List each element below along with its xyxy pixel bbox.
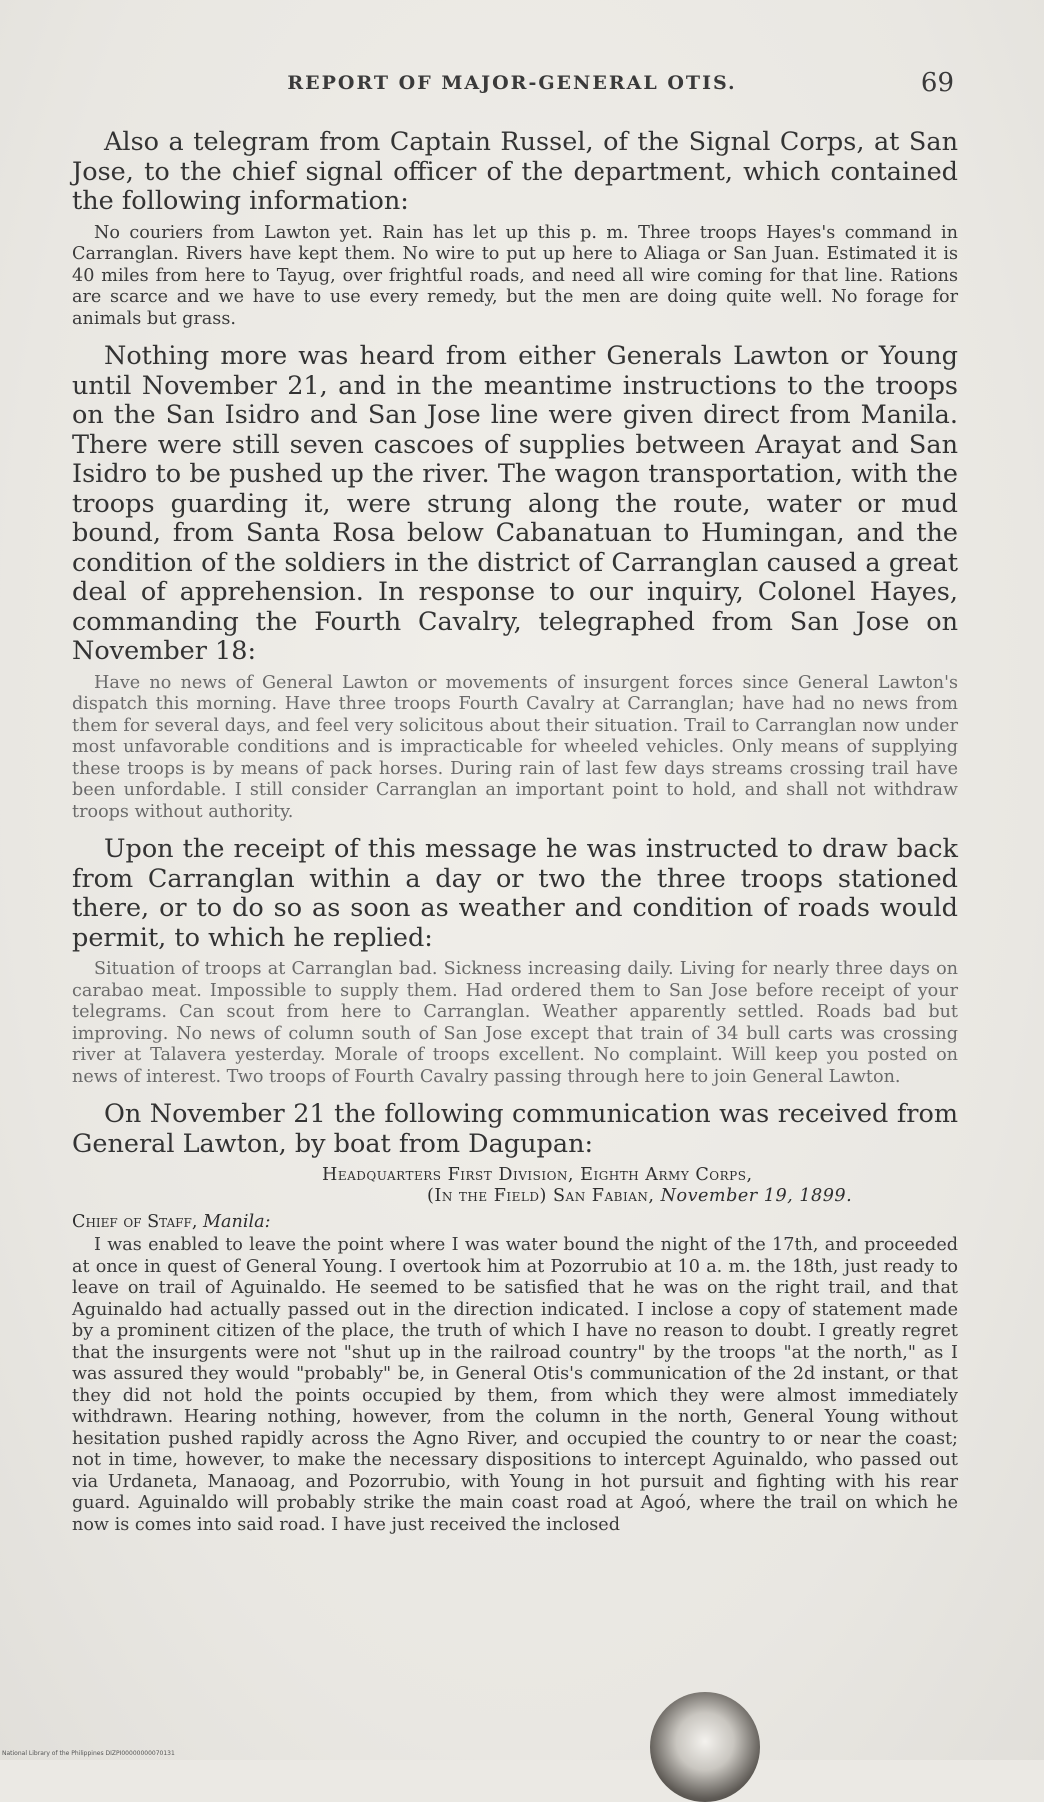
page-header: [70, 68, 954, 106]
page-number: 69: [920, 68, 954, 98]
letter-heading: [322, 1165, 958, 1207]
paragraph-receipt-of-message: Upon the receipt of this message he was instructed to draw back from Carranglan within a day or two the three troops stationed there, or to do so as soon as weather and condition of roads would permit, to which he replied:: [72, 834, 958, 953]
letter-date: November 19, 1899.: [660, 1186, 853, 1206]
paragraph-nothing-more-heard: Nothing more was heard from either Generals Lawton or Young until November 21, and in the meantime instructions to the troops on the San Isidro and San Jose line were given direct from Manila. There were still seven cascoes of supplies between Arayat and San Isidro to be pushed up the river. The wagon transportation, with the troops guarding it, were strung along the route, water or mud bound, from Santa Rosa below Cabanatuan to Humingan, and the condition of the soldiers in the district of Carranglan caused a great deal of apprehension. In response to our inquiry, Colonel Hayes, commanding the Fourth Cavalry, telegraphed from San Jose on November 18:: [72, 341, 958, 666]
page-body: [72, 128, 958, 1548]
paragraph-november-21: On November 21 the following communication was received from General Lawton, by boat from Dagupan:: [72, 1099, 958, 1159]
salutation-recipient: Chief of Staff,: [72, 1212, 198, 1232]
scan-footer-label: National Library of the Philippines DIZPI00000000070131: [2, 1750, 175, 1757]
quote-russel-telegram: No couriers from Lawton yet. Rain has let up this p. m. Three troops Hayes's command in Carranglan. Rivers have kept them. No wire to put up here to Aliaga or San Juan. Estimated it is 40 miles from here to Tayug, over frightful roads, and need all wire coming for that line. Rations are scarce and we have to use every remedy, but the men are doing quite well. No forage for animals but grass.: [72, 222, 958, 329]
scanner-thumb-shadow: [650, 1692, 760, 1802]
letter-heading-place: (In the Field) San Fabian,: [427, 1186, 655, 1206]
salutation-place: Manila:: [203, 1212, 271, 1232]
paragraph-telegram-intro: Also a telegram from Captain Russel, of the Signal Corps, at San Jose, to the chief signal officer of the department, which contained the following information:: [72, 127, 958, 216]
letter-salutation: [72, 1211, 958, 1233]
quote-hayes-reply: Situation of troops at Carranglan bad. Sickness increasing daily. Living for nearly three days on carabao meat. Impossible to supply them. Had ordered them to San Jose before receipt of your telegrams. Can scout from here to Carranglan. Weather apparently settled. Roads bad but improving. No news of column south of San Jose except that train of 34 bull carts was crossing river at Talavera yesterday. Morale of troops excellent. No complaint. Will keep you posted on news of interest. Two troops of Fourth Cavalry passing through here to join General Lawton.: [72, 959, 958, 1087]
letter-heading-line2: [427, 1186, 958, 1207]
running-head: REPORT OF MAJOR-GENERAL OTIS.: [287, 72, 737, 94]
letter-body: I was enabled to leave the point where I was water bound the night of the 17th, and proceeded at once in quest of General Young. I overtook him at Pozorrubio at 10 a. m. the 18th, just ready to leave on trail of Aguinaldo. He seemed to be satisfied that he was on the right trail, and that Aguinaldo had actually passed out in the direction indicated. I inclose a copy of statement made by a prominent citizen of the place, the truth of which I have no reason to doubt. I greatly regret that the insurgents were not "shut up in the railroad country" by the troops "at the north," as I was assured they would "probably" be, in General Otis's communication of the 2d instant, or that they did not hold the points occupied by them, from which they were almost immediately withdrawn. Hearing nothing, however, from the column in the north, General Young without hesitation pushed rapidly across the Agno River, and occupied the country to or near the coast; not in time, however, to make the necessary dispositions to intercept Aguinaldo, who passed out via Urdaneta, Manaoag, and Pozorrubio, with Young in hot pursuit and fighting with his rear guard. Aguinaldo will probably strike the main coast road at Agoó, where the trail on which he now is comes into said road. I have just received the inclosed: [72, 1235, 958, 1535]
quote-hayes-telegram: Have no news of General Lawton or movements of insurgent forces since General Lawton's dispatch this morning. Have three troops Fourth Cavalry at Carranglan; have had no news from them for several days, and feel very solicitous about their situation. Trail to Carranglan now under most unfavorable conditions and is impracticable for wheeled vehicles. Only means of supplying these troops is by means of pack horses. During rain of last few days streams crossing trail have been unfordable. I still consider Carranglan an important point to hold, and shall not withdraw troops without authority.: [72, 672, 958, 822]
letter-heading-line1: Headquarters First Division, Eighth Army Corps,: [322, 1165, 753, 1185]
